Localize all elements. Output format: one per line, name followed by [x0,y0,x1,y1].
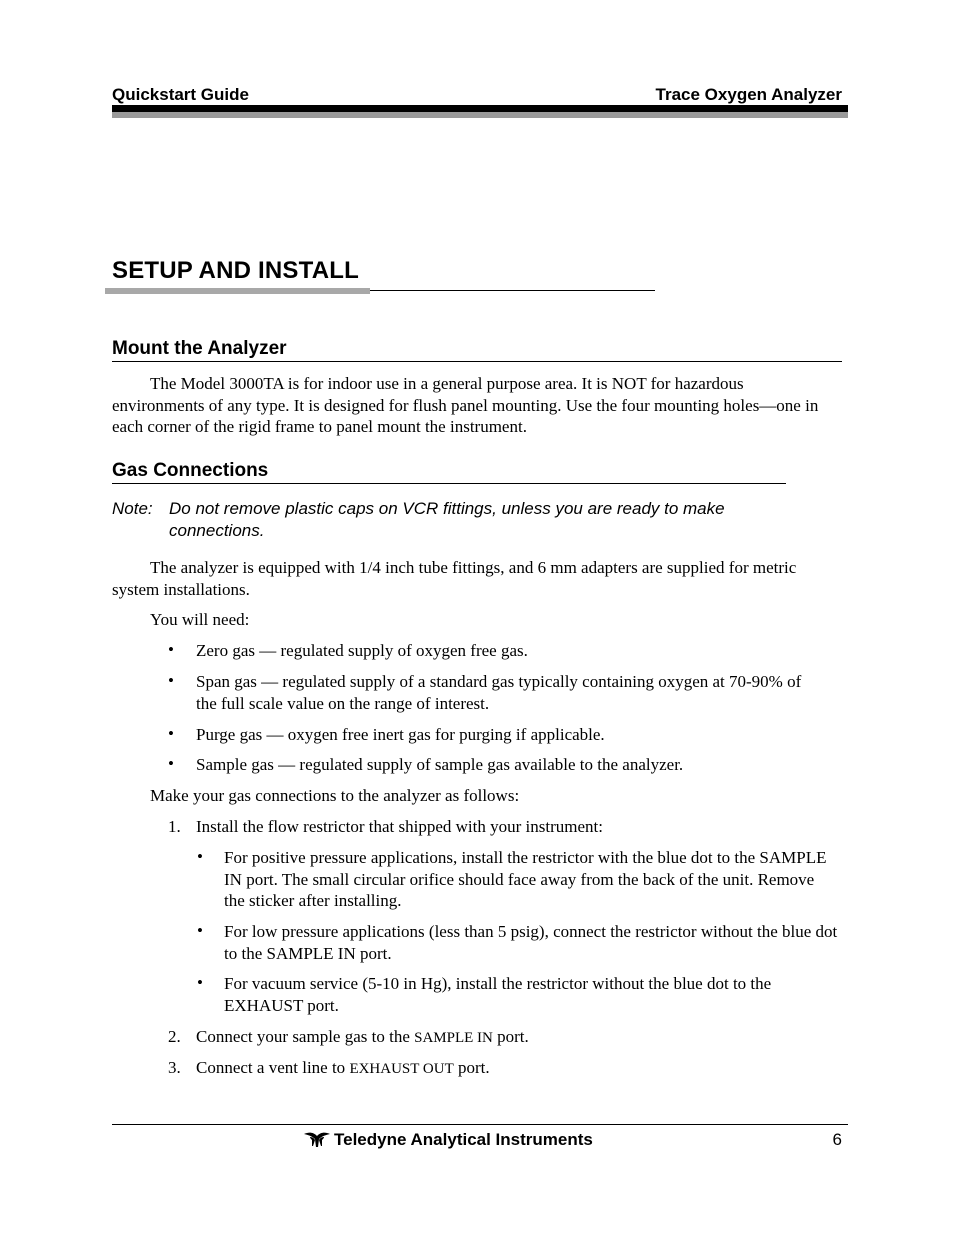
step-number: 1. [168,817,181,836]
section-title-underline-rule [370,290,655,291]
port-name: EXHAUST OUT [349,1061,454,1077]
note-text: Do not remove plastic caps on VCR fittings, unless you are ready to make connections. [169,499,725,540]
mount-heading: Mount the Analyzer [112,338,287,359]
step-text [196,1057,826,1081]
list-bullet: • [168,724,174,743]
list-item: Zero gas — regulated supply of oxygen free gas. [196,641,528,660]
list-bullet: • [168,754,174,773]
list-item: Sample gas — regulated supply of sample gas available to the analyzer. [196,755,684,774]
sub-bullet: • [197,973,203,992]
header-guide-title: Quickstart Guide [112,85,249,104]
footer-company: Teledyne Analytical Instruments [334,1130,593,1149]
make-connections-text: Make your gas connections to the analyzer as follows: [150,786,520,805]
list-item: Purge gas — oxygen free inert gas for purging if applicable. [196,725,605,744]
step-text-pre: Connect your sample gas to the [196,1027,415,1046]
header-product-title: Trace Oxygen Analyzer [655,85,842,104]
sub-bullet: • [197,921,203,940]
step-text-pre: Connect a vent line to [196,1058,350,1077]
footer-rule [112,1124,848,1125]
step-text [196,1026,826,1050]
step-text: Install the flow restrictor that shipped with your instrument: [196,817,603,836]
step-text-post: port. [453,1058,490,1077]
header-rule-shadow [112,112,848,118]
note-label: Note: [112,499,153,518]
gas-heading-rule [112,483,786,484]
section-title: SETUP AND INSTALL [112,257,359,284]
header-rule [112,105,848,112]
list-item: Span gas — regulated supply of a standard gas typically containing oxygen at 70-90% of the full scale value on the range of interest. [196,672,802,713]
list-bullet: • [168,640,174,659]
sub-bullet: • [197,847,203,866]
section-title-underline-bar [105,288,370,294]
gas-heading: Gas Connections [112,460,269,481]
step-number: 3. [168,1058,181,1077]
teledyne-logo-icon [303,1132,331,1148]
mount-paragraph: The Model 3000TA is for indoor use in a general purpose area. It is NOT for hazardous environments of any type. It is designed for flush panel mounting. Use the four mounting holes—one in each corner of the rigid frame to panel mount the instrument. [112,374,819,436]
step-text-post: port. [492,1027,529,1046]
port-name: SAMPLE IN [414,1030,493,1046]
gas-intro-paragraph: The analyzer is equipped with 1/4 inch tube fittings, and 6 mm adapters are supplied for metric system installations. [112,558,797,599]
step-number: 2. [168,1027,181,1046]
sub-list-item: For low pressure applications (less than 5 psig), connect the restrictor without the blue dot to the SAMPLE IN port. [224,922,838,963]
page-number: 6 [832,1130,842,1149]
sub-list-item: For positive pressure applications, install the restrictor with the blue dot to the SAMPLE IN port. The small circular orifice should face away from the back of the unit. Remove the sticker after installing. [224,848,827,910]
mount-heading-rule [112,361,842,362]
list-bullet: • [168,671,174,690]
sub-list-item: For vacuum service (5-10 in Hg), install the restrictor without the blue dot to the EXHAUST port. [224,974,772,1015]
you-will-need-text: You will need: [150,610,250,629]
